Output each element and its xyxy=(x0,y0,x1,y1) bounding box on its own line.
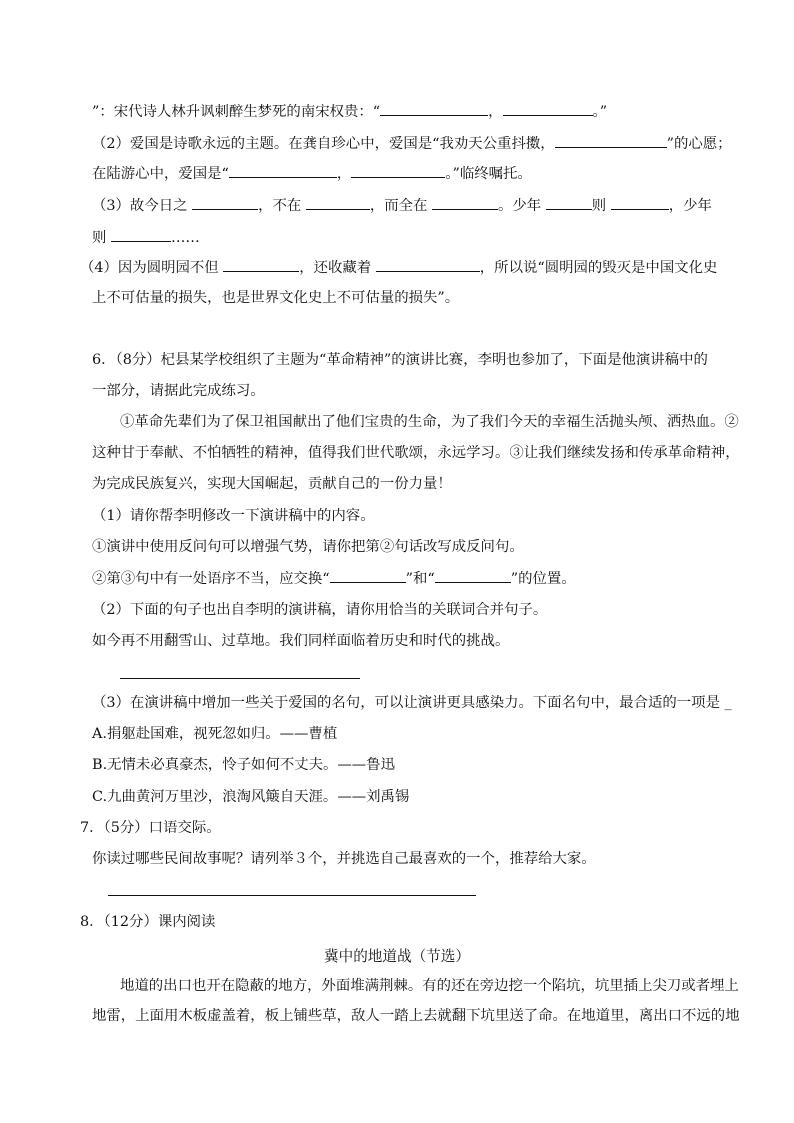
answer-line[interactable] xyxy=(108,895,476,896)
answer-blank[interactable] xyxy=(192,195,258,210)
passage-line-1: 地道的出口也开在隐蔽的地方，外面堆满荆棘。有的还在旁边挖一个陷坑，坑里插上尖刀或者埋上 xyxy=(120,978,739,994)
line-3: 在陆游心中，爱国是“ ， 。”临终嘱托。 xyxy=(92,163,532,184)
answer-blank[interactable] xyxy=(229,163,337,178)
answer-blank[interactable] xyxy=(611,195,669,210)
sub-question-1a: ①演讲中使用反问句可以增强气势，请你把第②句话改写成反问句。 xyxy=(92,539,524,555)
answer-blank[interactable] xyxy=(555,133,667,148)
passage-title: 冀中的地道战（节选） xyxy=(324,948,470,965)
speech-paragraph-3: 为完成民族复兴，实现大国崛起，贡献自己的一份力量！ xyxy=(92,476,452,492)
line-4: （3）故今日之 ，不在 ，而全在 。少年 则 ，少年 xyxy=(92,195,712,216)
answer-blank[interactable] xyxy=(376,257,480,272)
answer-blank[interactable] xyxy=(435,568,511,583)
answer-blank[interactable] xyxy=(111,227,171,242)
line-6: （4）因为圆明园不但 ，还收藏着 ，所以说“圆明园的毁灭是中国文化史 xyxy=(80,257,717,278)
sub-question-1: （1）请你帮李明修改一下演讲稿中的内容。 xyxy=(92,508,375,524)
question-8: 8．（12分）课内阅读 xyxy=(80,914,216,930)
option-c: C.九曲黄河万里沙，浪淘风簸自天涯。——刘禹锡 xyxy=(92,789,410,805)
question-6-stem: 6．（8分）杞县某学校组织了主题为“革命精神”的演讲比赛，李明也参加了，下面是他演讲稿中的 xyxy=(92,352,708,368)
answer-blank[interactable] xyxy=(380,101,488,116)
answer-blank[interactable] xyxy=(351,163,445,178)
option-a: A.捐躯赴国难，视死忽如归。——曹植 xyxy=(92,726,338,742)
answer-blank[interactable] xyxy=(432,195,498,210)
answer-blank[interactable] xyxy=(306,195,370,210)
sub-question-3: （3）在演讲稿中增加一些关于爱国的名句，可以让演讲更具感染力。下面名句中，最合适的一项是 _ xyxy=(92,695,732,711)
answer-blank[interactable] xyxy=(546,195,592,210)
answer-blank[interactable] xyxy=(330,568,406,583)
line-5: 则 …… xyxy=(92,227,200,248)
speech-paragraph-1: ①革命先辈们为了保卫祖国献出了他们宝贵的生命，为了我们今天的幸福生活抛头颅、洒热血。② xyxy=(120,414,739,430)
sub-question-2: （2）下面的句子也出自李明的演讲稿，请你用恰当的关联词合并句子。 xyxy=(92,602,548,618)
question-6-stem-cont: 一部分，请据此完成练习。 xyxy=(92,383,265,399)
question-7: 7．（5分）口语交际。 xyxy=(80,820,221,836)
sub-question-2a: 如今再不用翻雪山、过草地。我们同样面临着历史和时代的挑战。 xyxy=(92,633,510,649)
sub-question-1b: ②第③句中有一处语序不当，应交换“ ”和“ ”的位置。 xyxy=(92,568,576,589)
line-7: 上不可估量的损失，也是世界文化史上不可估量的损失”。 xyxy=(92,290,460,306)
answer-line[interactable] xyxy=(120,678,360,679)
line-2: （2）爱国是诗歌永远的主题。在龚自珍心中，爱国是“我劝天公重抖擞， ”的心愿； xyxy=(92,133,732,154)
passage-line-2: 地雷，上面用木板虚盖着，板上铺些草，敌人一踏上去就翻下坑里送了命。在地道里，离出口不远的地 xyxy=(92,1008,740,1024)
option-b: B.无情未必真豪杰，怜子如何不丈夫。——鲁迅 xyxy=(92,757,395,773)
line-1: ”：宋代诗人林升讽刺醉生梦死的南宋权贵：“ ， 。” xyxy=(92,101,607,122)
question-7-stem: 你读过哪些民间故事呢？请列举３个，并挑选自己最喜欢的一个，推荐给大家。 xyxy=(92,851,596,867)
answer-blank[interactable] xyxy=(223,257,299,272)
speech-paragraph-2: 这种甘于奉献、不怕牺牲的精神，值得我们世代歌颂，永远学习。③让我们继续发扬和传承革命精神， xyxy=(92,445,740,461)
answer-blank[interactable] xyxy=(503,101,593,116)
